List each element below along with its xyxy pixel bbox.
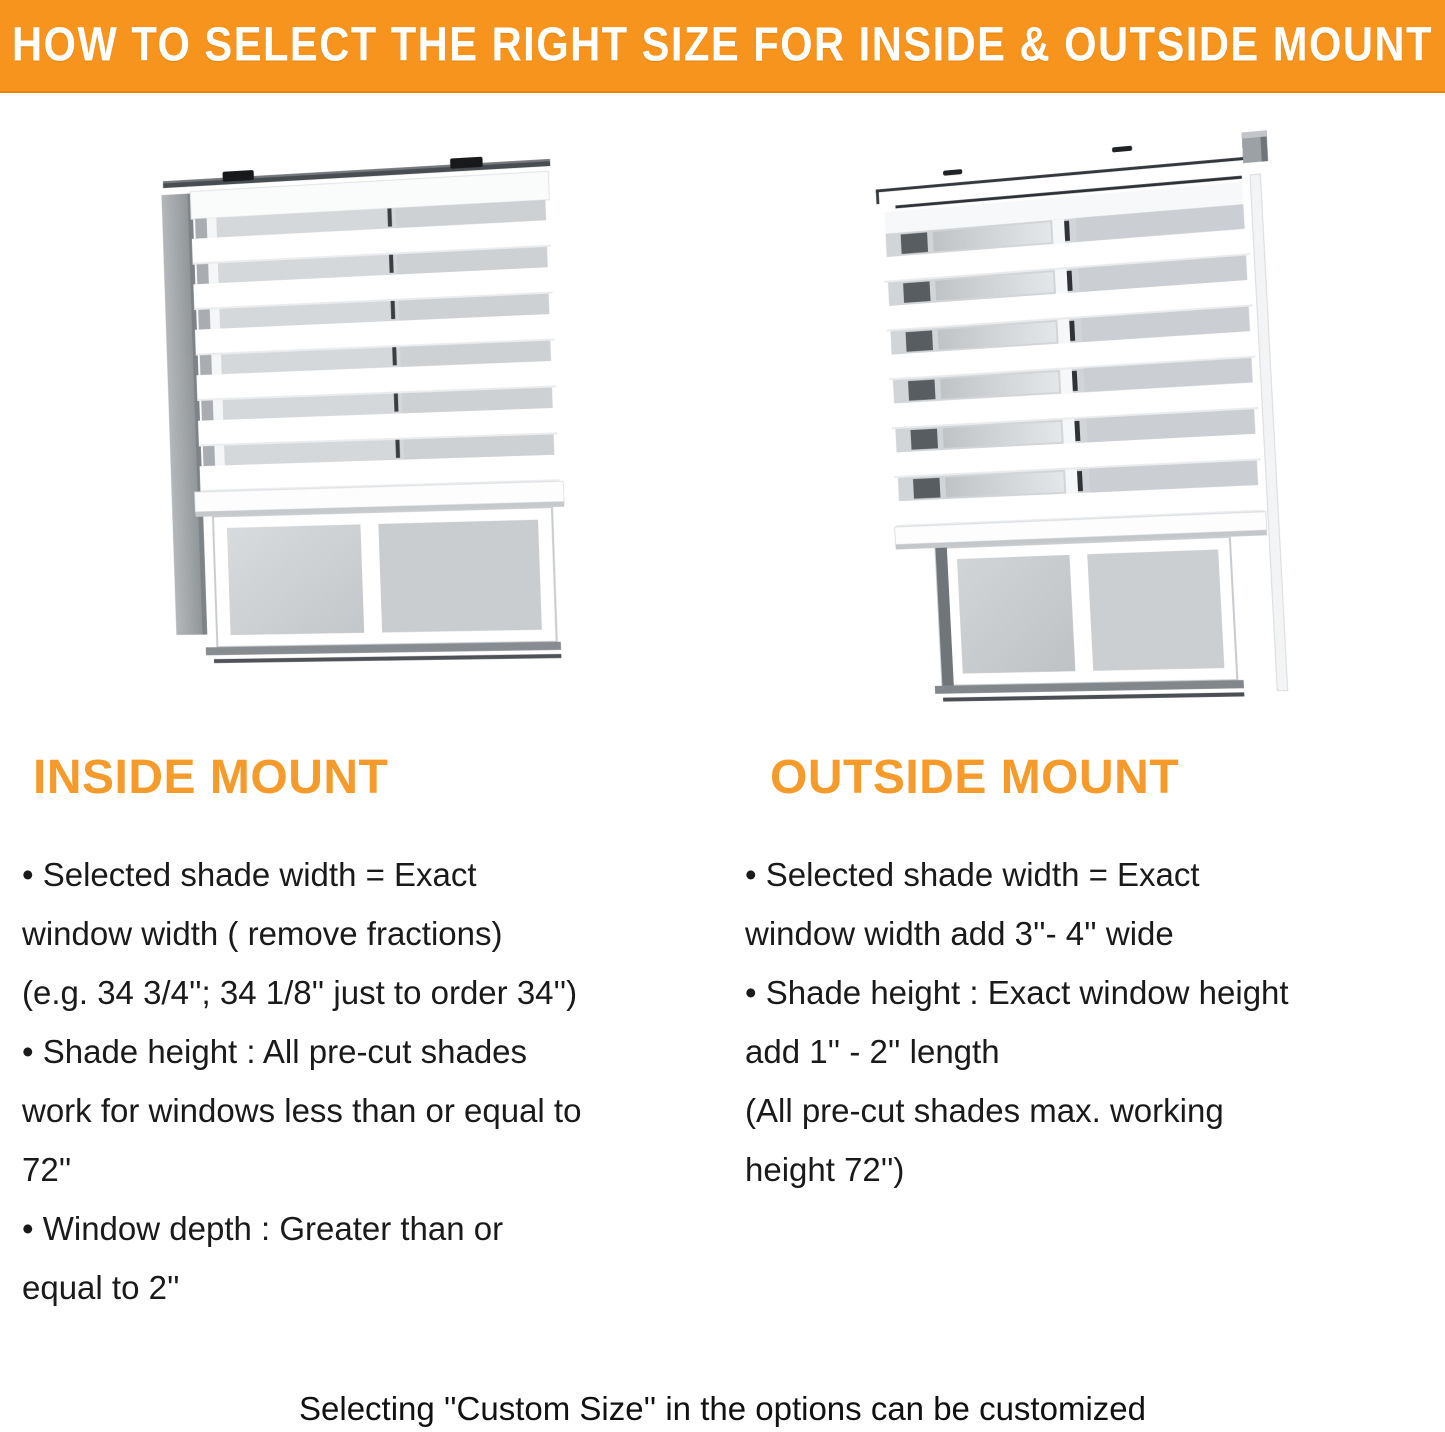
text-line: (e.g. 34 3/4''; 34 1/8'' just to order 34'') [22, 974, 578, 1011]
text-line: window width ( remove fractions) [22, 915, 503, 952]
outside-mount-heading: OUTSIDE MOUNT [770, 751, 1180, 804]
text-line: (All pre-cut shades max. working [745, 1092, 1224, 1129]
title-banner [0, 0, 1445, 93]
outside-mount-window-illustration [869, 128, 1299, 723]
text-line: • Selected shade width = Exact [22, 856, 477, 893]
zebra-bands [191, 200, 559, 492]
inside-mount-window-illustration [154, 138, 571, 702]
text-line: • Shade height : Exact window height [745, 974, 1289, 1011]
text-line: equal to 2'' [22, 1269, 180, 1306]
text-line: • Shade height : All pre-cut shades [22, 1033, 528, 1070]
text-line: 72'' [22, 1151, 72, 1188]
inside-mount-instructions [22, 845, 712, 1317]
text-line: work for windows less than or equal to [22, 1092, 582, 1129]
text-line: window width add 3''- 4'' wide [745, 915, 1174, 952]
banner-title: HOW TO SELECT THE RIGHT SIZE FOR INSIDE & OUTSIDE MOUNT [12, 18, 1433, 72]
text-line: height 72'') [745, 1151, 905, 1188]
zebra-bands [882, 204, 1264, 527]
text-line: • Selected shade width = Exact [745, 856, 1200, 893]
text-line: add 1'' - 2'' length [745, 1033, 1000, 1070]
inside-mount-heading: INSIDE MOUNT [33, 751, 389, 804]
inside-mount-window-drawing [154, 138, 571, 702]
outside-mount-instructions [745, 845, 1425, 1199]
outside-mount-window-drawing [869, 128, 1299, 723]
text-line: • Window depth : Greater than or [22, 1210, 504, 1247]
custom-size-note: Selecting ''Custom Size'' in the options can be customized [299, 1390, 1146, 1427]
